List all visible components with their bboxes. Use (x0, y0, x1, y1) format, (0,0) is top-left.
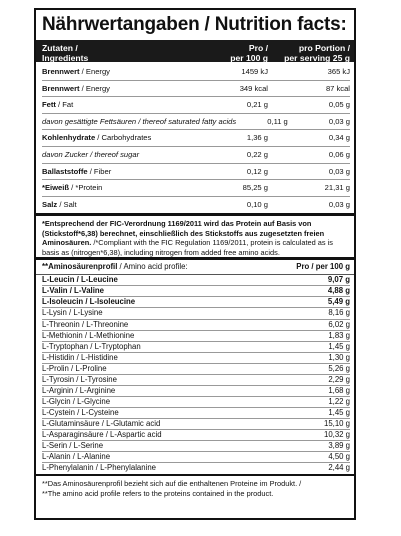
header-ingredients-de: Zutaten / (42, 43, 78, 53)
header-ingredients-en: Ingredients (42, 53, 89, 63)
footnote-de: *Entsprechend der FIC-Verordnung 1169/2011 wird das Protein auf Basis von (Stickstoff*6,38) berechnet, einschließlich des Stickstoffs aus zugesetzten freien Aminosäuren. (42, 219, 325, 248)
footnote-en: /*Compliant with the FIC Regulation 1169/2011, protein is calculated as is basis as (nitrogen*6,38), including nitrogen from added free amino acids. (42, 238, 333, 257)
nutrition-label: Brennwert / Energy (42, 67, 110, 76)
nutrition-value-per-serving: 0,03 g (328, 166, 350, 176)
amino-label: L-Tryptophan / L-Tryptophan (42, 341, 141, 351)
nutrition-label-en: Salt (63, 199, 77, 209)
nutrition-facts-panel (34, 8, 356, 520)
nutrition-value-per-serving: 365 kJ (327, 67, 350, 76)
amino-row (42, 364, 350, 375)
amino-row (42, 430, 350, 441)
amino-row (42, 375, 350, 386)
nutrition-label: Brennwert / Energy (42, 83, 110, 93)
header-per-100g (200, 43, 268, 63)
nutrition-label-de: Brennwert (42, 67, 80, 76)
amino-header-de: **Aminosäurenprofil (42, 262, 118, 272)
nutrition-label-en: Fat (62, 100, 74, 110)
nutrition-label-de: *Eiweiß (42, 183, 70, 193)
nutrition-label-en: *Protein (75, 183, 103, 193)
nutrition-value-per-serving: 0,05 g (328, 100, 350, 110)
nutrition-value-per-serving: 21,31 g (324, 183, 350, 193)
nutrition-label-de: Ballaststoffe (42, 166, 88, 176)
amino-label: L-Phenylalanin / L-Phenylalanine (42, 463, 156, 473)
amino-label: L-Valin / L-Valine (42, 286, 104, 296)
nutrition-label: Ballaststoffe / Fiber (42, 166, 112, 176)
amino-row (42, 331, 350, 342)
nutrition-label: Kohlenhydrate / Carbohydrates (42, 133, 152, 143)
amino-value: 4,88 g (327, 286, 350, 296)
nutrition-value-per-100g: 85,25 g (242, 183, 268, 193)
amino-value: 10,32 g (323, 430, 350, 439)
amino-header-value: Pro / per 100 g (296, 262, 350, 272)
amino-value: 1,68 g (328, 385, 350, 395)
nutrition-table-header (36, 40, 354, 62)
amino-value: 1,83 g (328, 330, 350, 340)
amino-row (42, 275, 350, 286)
nutrition-value-per-100g: 0,11 g (267, 116, 288, 126)
nutrition-label-de: davon Zucker (42, 149, 89, 159)
header-per-100g-de: Pro / (248, 43, 268, 53)
amino-footnote-en: **The amino acid profile refers to the proteins contained in the product. (42, 489, 274, 499)
nutrition-label-en: Energy (85, 67, 110, 76)
nutrition-value-per-serving: 87 kcal (325, 83, 350, 93)
amino-value: 2,29 g (328, 374, 350, 384)
amino-row (42, 286, 350, 297)
amino-value: 4,50 g (328, 452, 350, 462)
nutrition-value-per-serving: 0,03 g (328, 116, 350, 126)
amino-row (42, 297, 350, 308)
nutrition-row (42, 114, 350, 131)
amino-label: L-Arginin / L-Arginine (42, 385, 116, 395)
nutrition-label-en: thereof sugar (94, 149, 140, 159)
nutrition-value-per-100g: 0,12 g (246, 166, 268, 176)
amino-acid-table (36, 275, 354, 474)
amino-label: L-Isoleucin / L-Isoleucine (42, 297, 136, 307)
amino-label: L-Serin / L-Serine (42, 441, 104, 451)
amino-row (42, 397, 350, 408)
amino-value: 6,02 g (328, 319, 350, 329)
nutrition-label-en: thereof saturated fatty acids (142, 116, 237, 126)
nutrition-label-de: Fett (42, 100, 56, 110)
nutrition-row (42, 81, 350, 98)
nutrition-row (42, 97, 350, 114)
amino-label: L-Leucin / L-Leucine (42, 275, 118, 285)
header-per-serving (268, 43, 350, 63)
amino-label: L-Prolin / L-Proline (42, 363, 107, 373)
amino-value: 1,45 g (328, 341, 350, 351)
amino-value: 3,89 g (328, 441, 350, 451)
amino-label: L-Glycin / L-Glycine (42, 396, 111, 406)
nutrition-row (42, 197, 350, 214)
amino-value: 1,22 g (328, 396, 350, 406)
amino-label: L-Glutaminsäure / L-Glutamic acid (42, 418, 161, 428)
amino-row (42, 463, 350, 474)
amino-label: L-Cystein / L-Cysteine (42, 407, 119, 417)
nutrition-value-per-100g: 1,36 g (246, 133, 268, 143)
amino-footnote (36, 474, 354, 502)
amino-value: 5,49 g (327, 297, 350, 307)
amino-row (42, 342, 350, 353)
nutrition-value-per-100g: 0,21 g (246, 100, 268, 110)
amino-table-header (36, 260, 354, 275)
header-per-100g-en: per 100 g (230, 53, 268, 63)
amino-row (42, 308, 350, 319)
amino-label: L-Threonin / L-Threonine (42, 319, 129, 329)
nutrition-label-en: Energy (85, 83, 110, 93)
amino-header-label: **Aminosäurenprofil / Amino acid profile: (42, 262, 188, 272)
amino-label: L-Lysin / L-Lysine (42, 308, 103, 318)
header-per-serving-en: per serving 25 g (284, 53, 350, 63)
nutrition-row (42, 180, 350, 197)
amino-label: L-Tyrosin / L-Tyrosine (42, 374, 117, 384)
nutrition-row (42, 147, 350, 164)
amino-label: L-Methionin / L-Methionine (42, 330, 135, 340)
nutrition-value-per-serving: 0,34 g (328, 133, 350, 143)
amino-value: 8,16 g (328, 308, 350, 318)
nutrition-row (42, 164, 350, 181)
nutrition-label-de: Salz (42, 199, 58, 209)
amino-row (42, 353, 350, 364)
amino-value: 9,07 g (327, 275, 350, 285)
amino-row (42, 452, 350, 463)
nutrition-table (36, 64, 354, 213)
amino-header-en: Amino acid profile: (123, 262, 188, 272)
nutrition-value-per-serving: 0,03 g (328, 199, 350, 209)
amino-row (42, 320, 350, 331)
amino-label: L-Alanin / L-Alanine (42, 452, 111, 462)
nutrition-value-per-serving: 0,06 g (328, 149, 350, 159)
nutrition-label: davon gesättigte Fettsäuren / thereof saturated fatty acids (42, 116, 237, 126)
nutrition-row (42, 64, 350, 81)
nutrition-label: *Eiweiß / *Protein (42, 183, 103, 193)
nutrition-label-en: Carbohydrates (101, 133, 152, 143)
nutrition-value-per-100g: 0,10 g (246, 199, 268, 209)
nutrition-value-per-100g: 0,22 g (246, 149, 268, 159)
amino-value: 2,44 g (328, 463, 350, 473)
header-per-serving-de: pro Portion / (298, 43, 350, 53)
nutrition-value-per-100g: 1459 kJ (241, 67, 268, 76)
nutrition-value-per-100g: 349 kcal (239, 83, 268, 93)
nutrition-label-de: Brennwert (42, 83, 80, 93)
nutrition-label: davon Zucker / thereof sugar (42, 149, 140, 159)
amino-row (42, 386, 350, 397)
amino-value: 15,10 g (323, 418, 350, 428)
amino-row (42, 441, 350, 452)
header-ingredients (42, 43, 200, 63)
amino-label: L-Histidin / L-Histidine (42, 352, 118, 362)
amino-value: 5,26 g (328, 363, 350, 373)
amino-value: 1,30 g (328, 352, 350, 362)
nutrition-label-de: davon gesättigte Fettsäuren (42, 116, 137, 126)
protein-footnote (36, 213, 354, 260)
nutrition-label: Salz / Salt (42, 199, 77, 209)
nutrition-label-de: Kohlenhydrate (42, 133, 96, 143)
nutrition-row (42, 130, 350, 147)
nutrition-label: Fett / Fat (42, 100, 74, 110)
page-title: Nährwertangaben / Nutrition facts: (42, 14, 347, 35)
amino-row (42, 419, 350, 430)
amino-row (42, 408, 350, 419)
nutrition-label-en: Fiber (93, 166, 112, 176)
amino-label: L-Asparaginsäure / L-Aspartic acid (42, 430, 162, 439)
amino-footnote-de: **Das Aminosäurenprofil bezieht sich auf die enthaltenen Proteine im Produkt. / (42, 479, 302, 489)
amino-value: 1,45 g (328, 407, 350, 417)
